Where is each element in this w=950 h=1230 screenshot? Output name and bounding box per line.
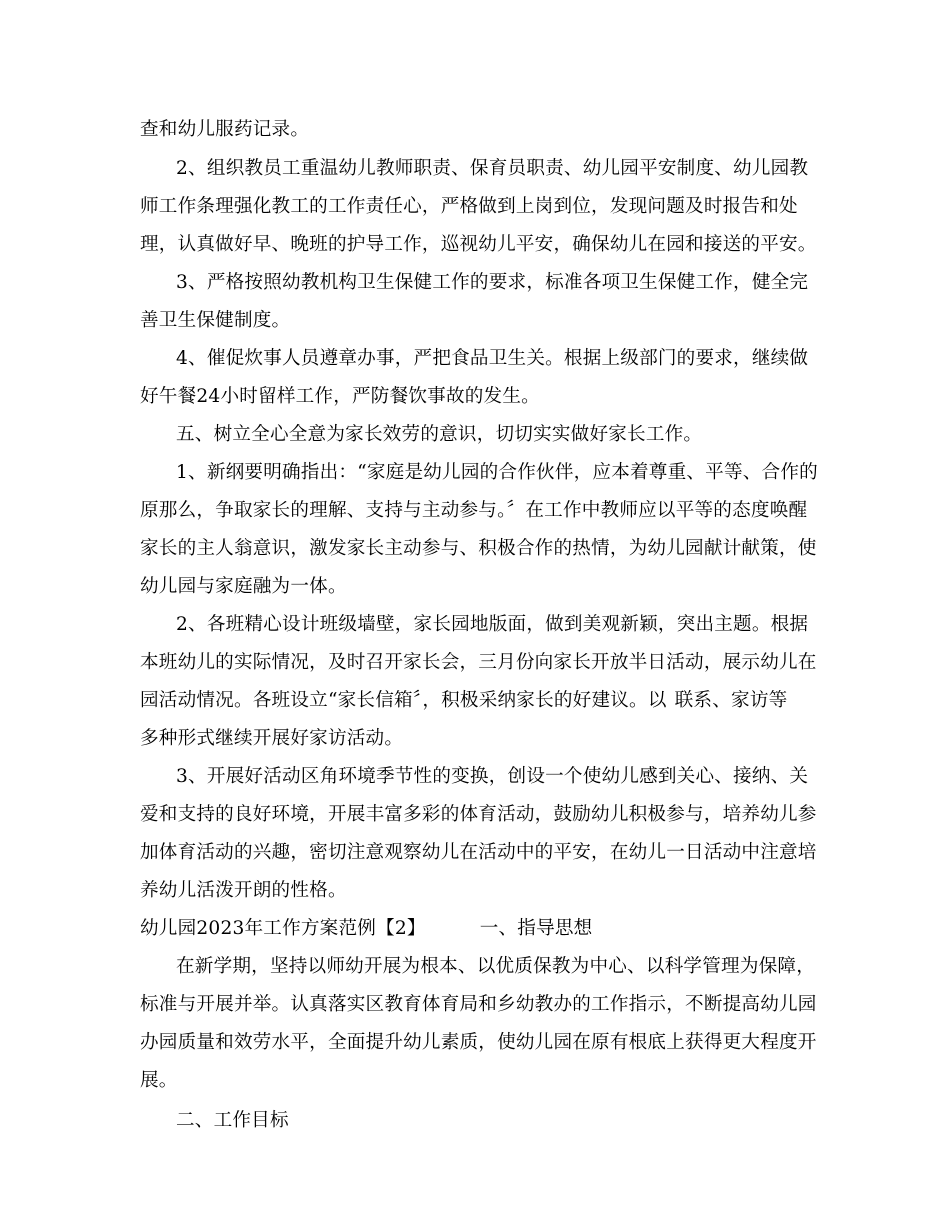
text-line: 幼儿园与家庭融为一体。: [140, 576, 347, 597]
text-line: 养幼儿活泼开朗的性格。: [140, 880, 347, 901]
text-line: [140, 689, 840, 713]
text-segment: 园活动情况。各班设立“家长信箱〞，积极采纳家长的好建议。以: [140, 690, 667, 711]
text-line: 展。: [140, 1070, 178, 1091]
text-line: 原那么，争取家长的理解、支持与主动参与。〞在工作中教师应以平等的态度唤醒: [140, 500, 808, 521]
text-line: 3、开展好活动区角环境季节性的变换，创设一个使幼儿感到关心、接纳、关: [176, 766, 809, 787]
text-line: 师工作条理强化教工的工作责任心，严格做到上岗到位，发现问题及时报告和处: [140, 196, 798, 217]
text-line: 善卫生保健制度。: [140, 310, 291, 331]
text-line: 本班幼儿的实际情况，及时召开家长会，三月份向家长开放半日活动，展示幼儿在: [140, 652, 817, 673]
text-line: 爱和支持的良好环境，开展丰富多彩的体育活动，鼓励幼儿积极参与，培养幼儿参: [140, 804, 817, 825]
section-heading: 五、树立全心全意为家长效劳的意识，切切实实做好家长工作。: [176, 424, 703, 445]
text-line: 4、催促炊事人员遵章办事，严把食品卫生关。根据上级部门的要求，继续做: [176, 348, 809, 369]
text-line: 2、组织教员工重温幼儿教师职责、保育员职责、幼儿园平安制度、幼儿园教: [176, 158, 809, 179]
text-line: 1、新纲要明确指出：“家庭是幼儿园的合作伙伴，应本着尊重、平等、合作的: [176, 462, 818, 483]
text-line: 好午餐24小时留样工作，严防餐饮事故的发生。: [140, 386, 540, 407]
example-title: 幼儿园2023年工作方案范例【2】: [140, 918, 426, 939]
text-line: 家长的主人翁意识，激发家长主动参与、积极合作的热情，为幼儿园献计献策，使: [140, 538, 817, 559]
text-line: 在新学期，坚持以师幼开展为根本、以优质保教为中心、以科学管理为保障，: [176, 956, 815, 977]
text-line: 办园质量和效劳水平，全面提升幼儿素质，使幼儿园在原有根底上获得更大程度开: [140, 1032, 817, 1053]
text-segment: 联系、家访等: [674, 690, 788, 711]
text-line: 多种形式继续开展好家访活动。: [140, 728, 404, 749]
text-line: 3、严格按照幼教机构卫生保健工作的要求，标准各项卫生保健工作，健全完: [176, 272, 809, 293]
text-line: 标准与开展并举。认真落实区教育体育局和乡幼教办的工作指示，不断提高幼儿园: [140, 994, 817, 1015]
section-heading: 二、工作目标: [176, 1110, 289, 1131]
text-line: 理，认真做好早、晚班的护导工作，巡视幼儿平安，确保幼儿在园和接送的平安。: [140, 234, 817, 255]
document-title: [140, 917, 840, 941]
text-line: 查和幼儿服药记录。: [140, 119, 310, 140]
section-heading: 一、指导思想: [479, 918, 593, 939]
text-line: 2、各班精心设计班级墙壁，家长园地版面，做到美观新颖，突出主题。根据: [176, 614, 809, 635]
text-line: 加体育活动的兴趣，密切注意观察幼儿在活动中的平安，在幼儿一日活动中注意培: [140, 842, 817, 863]
